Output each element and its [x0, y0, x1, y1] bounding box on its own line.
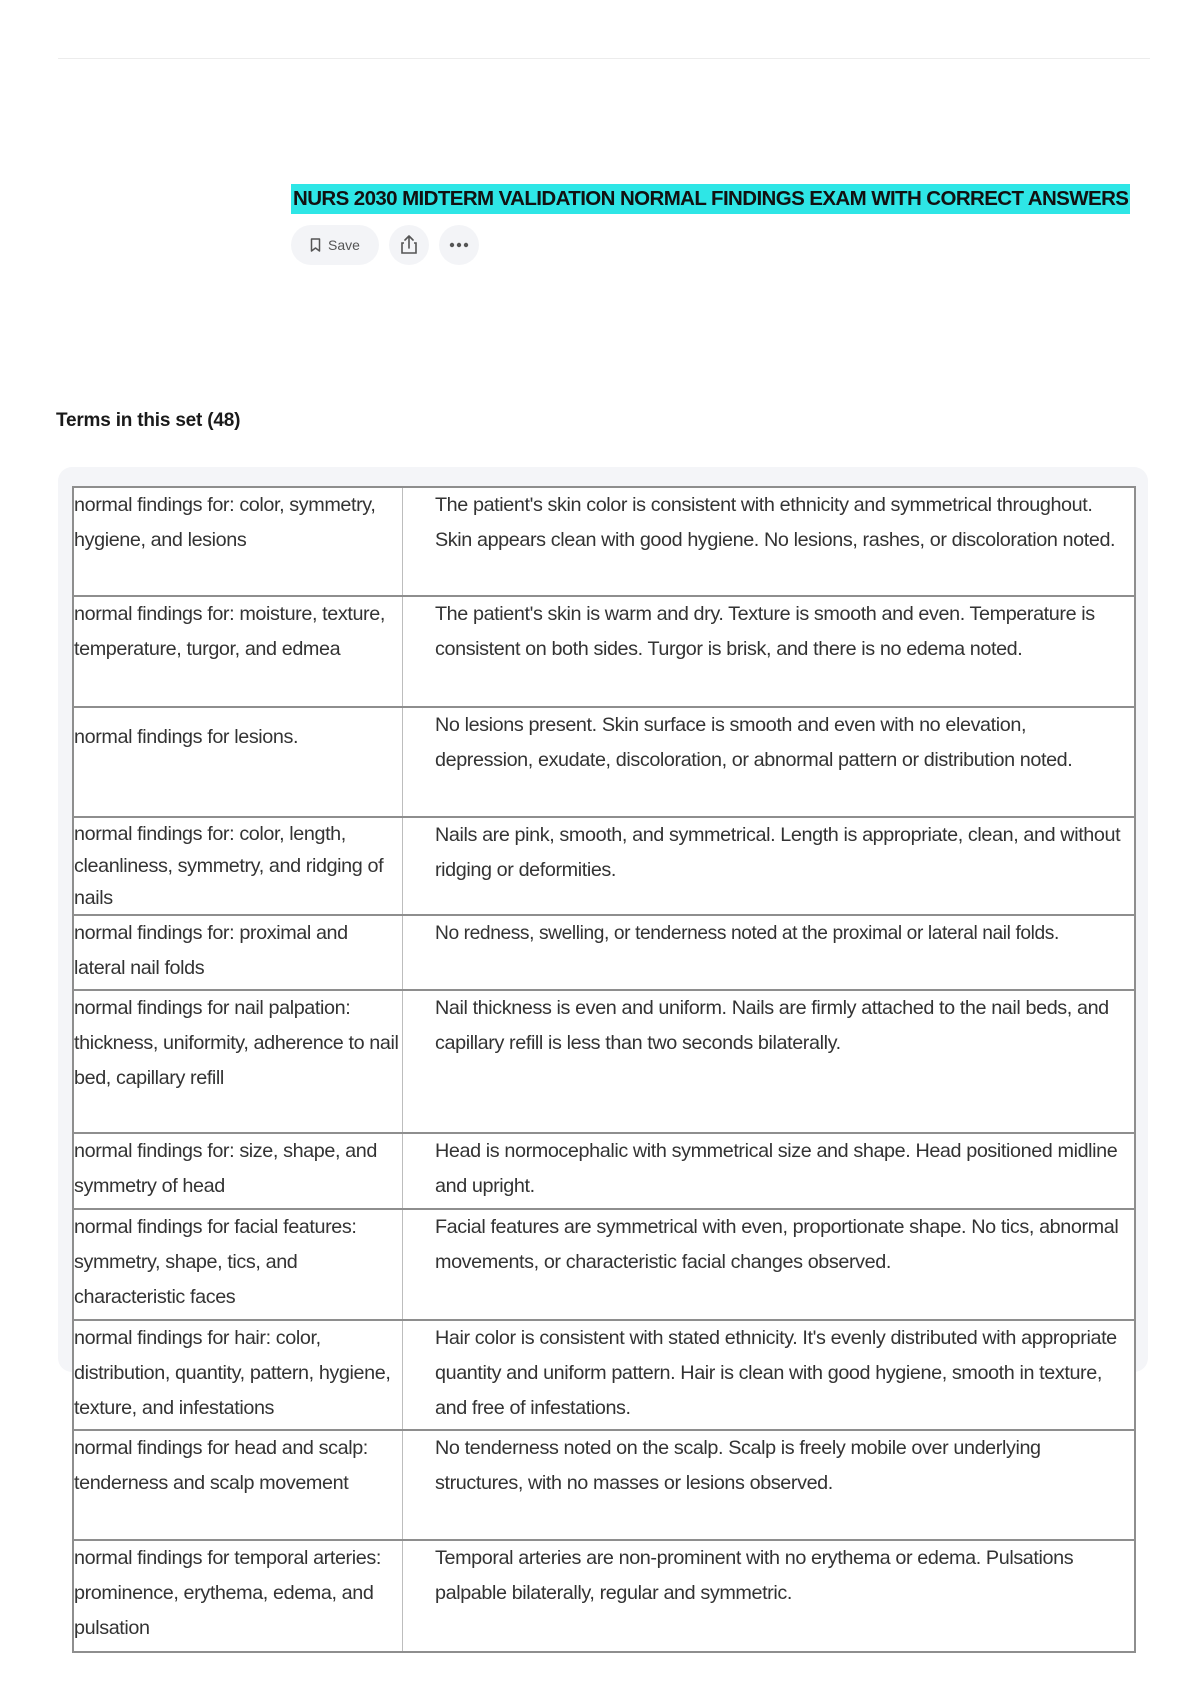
term-cell: normal findings for: color, length, cleanliness, symmetry, and ridging of nails: [73, 817, 403, 915]
term-cell: normal findings for temporal arteries: prominence, erythema, edema, and pulsation: [73, 1540, 403, 1652]
term-cell: normal findings for: moisture, texture, temperature, turgor, and edmea: [73, 596, 403, 707]
table-row: [73, 817, 1135, 915]
definition-cell: Head is normocephalic with symmetrical size and shape. Head positioned midline and upright.: [435, 1140, 1118, 1197]
definition-cell: No tenderness noted on the scalp. Scalp is freely mobile over underlying structures, with no masses or lesions observed.: [435, 1437, 1041, 1494]
term-cell: normal findings for hair: color, distribution, quantity, pattern, hygiene, texture, and infestations: [73, 1320, 403, 1430]
definition-cell: The patient's skin is warm and dry. Texture is smooth and even. Temperature is consistent on both sides. Turgor is brisk, and there is no edema noted.: [435, 603, 1095, 660]
table-row: [73, 1320, 1135, 1430]
bookmark-icon: [310, 238, 321, 252]
table-row: [73, 707, 1135, 817]
save-button[interactable]: [291, 225, 379, 265]
term-cell: normal findings for: proximal and lateral nail folds: [73, 915, 403, 990]
page-title: NURS 2030 MIDTERM VALIDATION NORMAL FINDINGS EXAM WITH CORRECT ANSWERS: [291, 184, 1130, 214]
top-divider: [58, 58, 1150, 59]
more-options-button[interactable]: [439, 225, 479, 265]
term-cell: normal findings for: color, symmetry, hygiene, and lesions: [73, 487, 403, 596]
share-icon: [400, 235, 418, 255]
more-dots-icon: [449, 242, 469, 248]
table-row: [73, 990, 1135, 1133]
term-cell: normal findings for facial features: symmetry, shape, tics, and characteristic faces: [73, 1209, 403, 1320]
table-row: [73, 596, 1135, 707]
term-cell: normal findings for: size, shape, and symmetry of head: [73, 1133, 403, 1209]
definition-cell: Facial features are symmetrical with even, proportionate shape. No tics, abnormal movements, or characteristic facial changes observed.: [435, 1216, 1119, 1273]
table-row: [73, 915, 1135, 990]
terms-count-heading: Terms in this set (48): [56, 410, 241, 431]
save-label: Save: [328, 237, 360, 253]
definition-cell: No lesions present. Skin surface is smooth and even with no elevation, depression, exudate, discoloration, or abnormal pattern or distribution noted.: [435, 714, 1073, 771]
term-cell: normal findings for nail palpation: thickness, uniformity, adherence to nail bed, capillary refill: [73, 990, 403, 1133]
term-cell: normal findings for head and scalp: tenderness and scalp movement: [73, 1430, 403, 1540]
table-row: [73, 1209, 1135, 1320]
action-bar: [291, 225, 479, 265]
definition-cell: Nails are pink, smooth, and symmetrical. Length is appropriate, clean, and without ridging or deformities.: [435, 824, 1121, 881]
terms-table: [72, 486, 1136, 1653]
term-cell: normal findings for lesions.: [73, 707, 403, 817]
definition-cell: Nail thickness is even and uniform. Nails are firmly attached to the nail beds, and capillary refill is less than two seconds bilaterally.: [435, 997, 1109, 1054]
definition-cell: Hair color is consistent with stated ethnicity. It's evenly distributed with appropriate quantity and uniform pattern. Hair is clean with good hygiene, smooth in texture, and free of infestations.: [435, 1327, 1117, 1419]
definition-cell: Temporal arteries are non-prominent with no erythema or edema. Pulsations palpable bilaterally, regular and symmetric.: [435, 1547, 1074, 1604]
definition-cell: No redness, swelling, or tenderness noted at the proximal or lateral nail folds.: [435, 923, 1059, 944]
table-row: [73, 487, 1135, 596]
table-row: [73, 1133, 1135, 1209]
share-button[interactable]: [389, 225, 429, 265]
definition-cell: The patient's skin color is consistent with ethnicity and symmetrical throughout. Skin appears clean with good hygiene. No lesions, rashes, or discoloration noted.: [435, 494, 1116, 551]
table-row: [73, 1540, 1135, 1652]
table-row: [73, 1430, 1135, 1540]
